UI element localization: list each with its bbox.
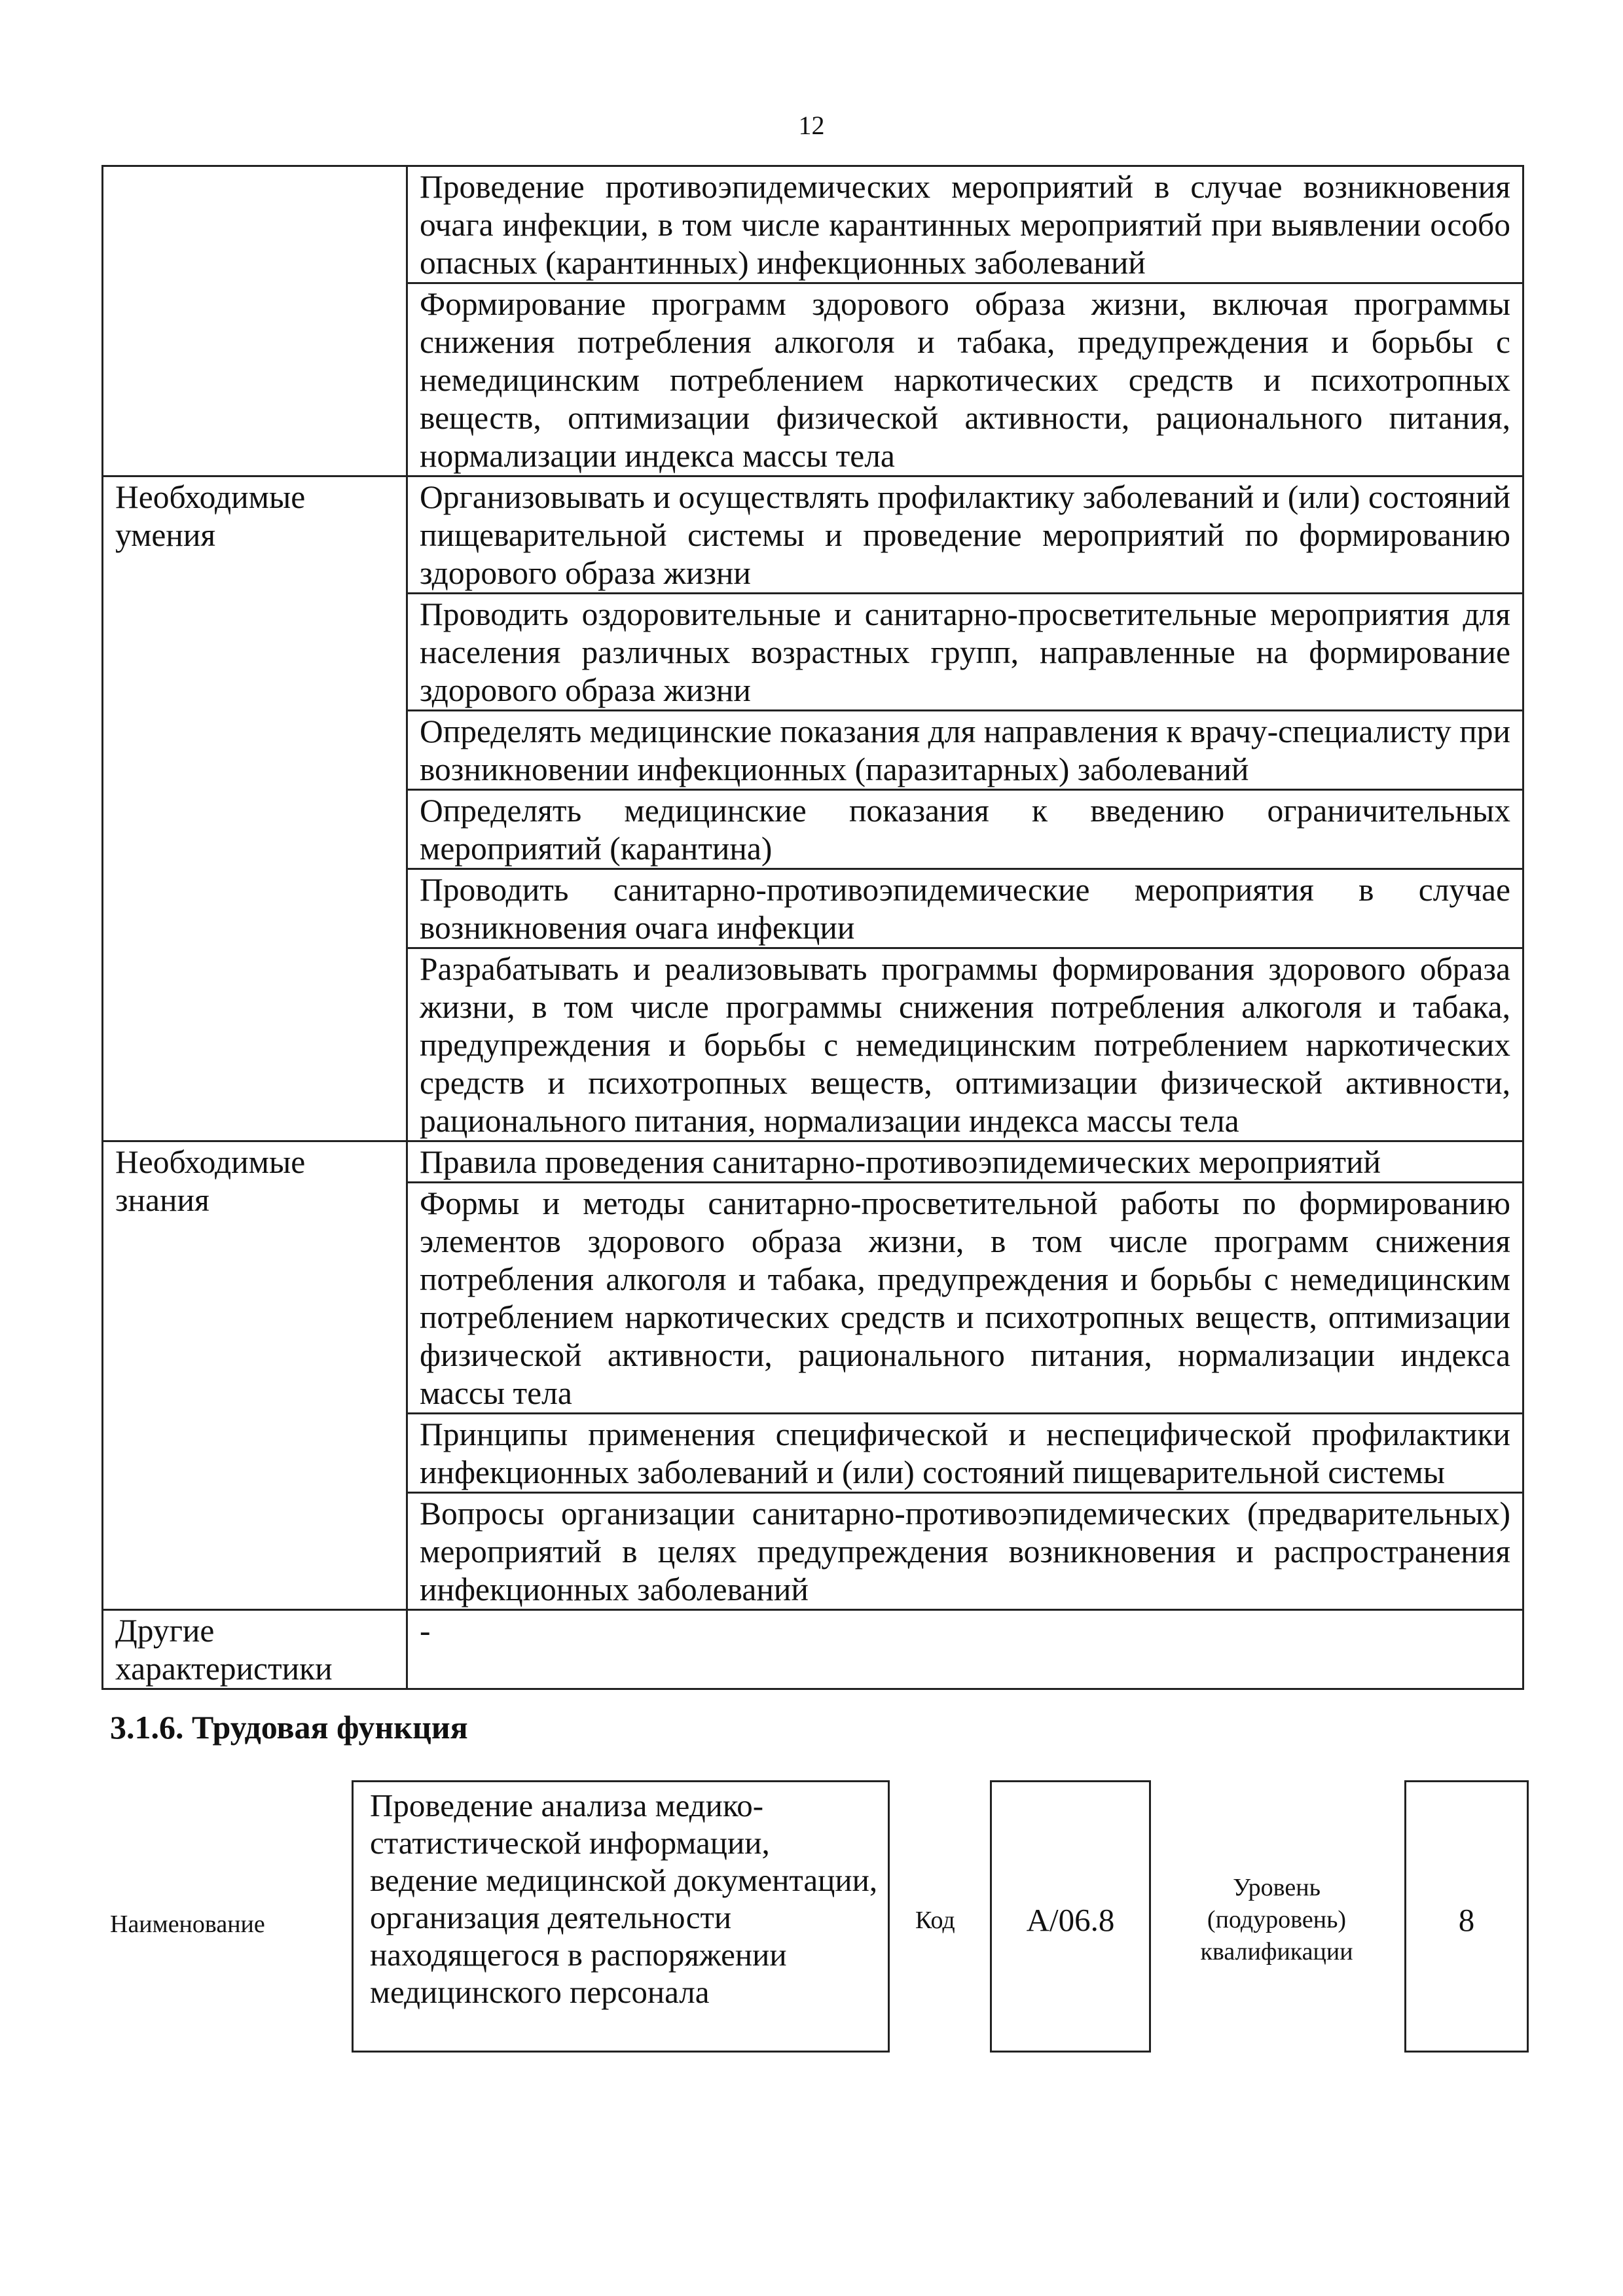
- table-cell: Правила проведения санитарно-противоэпидемических мероприятий: [407, 1141, 1523, 1183]
- table-cell: Разрабатывать и реализовывать программы формирования здорового образа жизни, в том числе программы снижения потребления алкоголя и табака, предупреждения и борьбы с немедицинским потреблением наркотических средств и психотропных веществ, оптимизации физической активности, рационального питания, нормализации индекса массы тела: [407, 948, 1523, 1141]
- table-cell: Вопросы организации санитарно-противоэпидемических (предварительных) мероприятий в целях предупреждения возникновения и распространения инфекционных заболеваний: [407, 1493, 1523, 1610]
- row-label-other: Другие характеристики: [103, 1610, 407, 1689]
- section-title: 3.1.6. Трудовая функция: [110, 1709, 468, 1746]
- table-cell: -: [407, 1610, 1523, 1689]
- row-label-skills: Необходимые умения: [103, 476, 407, 1141]
- name-label: Наименование: [110, 1910, 265, 1938]
- table-row: [103, 1141, 1523, 1183]
- table-cell: Формирование программ здорового образа жизни, включая программы снижения потребления алкоголя и табака, предупреждения и борьбы с немедицинским потреблением наркотических средств и психотропных веществ, оптимизации физической активности, рационального питания, нормализации индекса массы тела: [407, 283, 1523, 476]
- level-label: Уровень (подуровень) квалификации: [1200, 1874, 1353, 1965]
- table-row: [103, 166, 1523, 283]
- competency-table: [101, 165, 1524, 1690]
- table-cell: Формы и методы санитарно-просветительной работы по формированию элементов здорового образа жизни, в том числе программ снижения потребления алкоголя и табака, предупреждения и борьбы с немедицинским потреблением наркотических средств и психотропных веществ, оптимизации физической активности, рационального питания, нормализации индекса массы тела: [407, 1183, 1523, 1414]
- table-cell: Проводить санитарно-противоэпидемические мероприятия в случае возникновения очага инфекции: [407, 869, 1523, 948]
- page-number: 12: [798, 111, 825, 140]
- name-value: Проведение анализа медико-статистической информации, ведение медицинской документации, организация деятельности находящегося в распоряжении медицинского персонала: [370, 1787, 878, 2010]
- table-row: [103, 1610, 1523, 1689]
- row-label: [103, 166, 407, 476]
- row-label-knowledge: Необходимые знания: [103, 1141, 407, 1610]
- code-value: A/06.8: [1026, 1902, 1115, 1938]
- table-cell: Определять медицинские показания к введению ограничительных мероприятий (карантина): [407, 790, 1523, 869]
- table-row: [103, 476, 1523, 594]
- table-cell: Принципы применения специфической и неспецифической профилактики инфекционных заболеваний и (или) состояний пищеварительной системы: [407, 1414, 1523, 1493]
- level-value: 8: [1458, 1902, 1475, 1938]
- table-cell: Определять медицинские показания для направления к врачу-специалисту при возникновении инфекционных (паразитарных) заболеваний: [407, 711, 1523, 790]
- code-label: Код: [915, 1907, 955, 1934]
- table-cell: Организовывать и осуществлять профилактику заболеваний и (или) состояний пищеварительной системы и проведение мероприятий по формированию здорового образа жизни: [407, 476, 1523, 594]
- table-cell: Проводить оздоровительные и санитарно-просветительные мероприятия для населения различных возрастных групп, направленные на формирование здорового образа жизни: [407, 594, 1523, 711]
- table-cell: Проведение противоэпидемических мероприятий в случае возникновения очага инфекции, в том числе карантинных мероприятий при выявлении особо опасных (карантинных) инфекционных заболеваний: [407, 166, 1523, 283]
